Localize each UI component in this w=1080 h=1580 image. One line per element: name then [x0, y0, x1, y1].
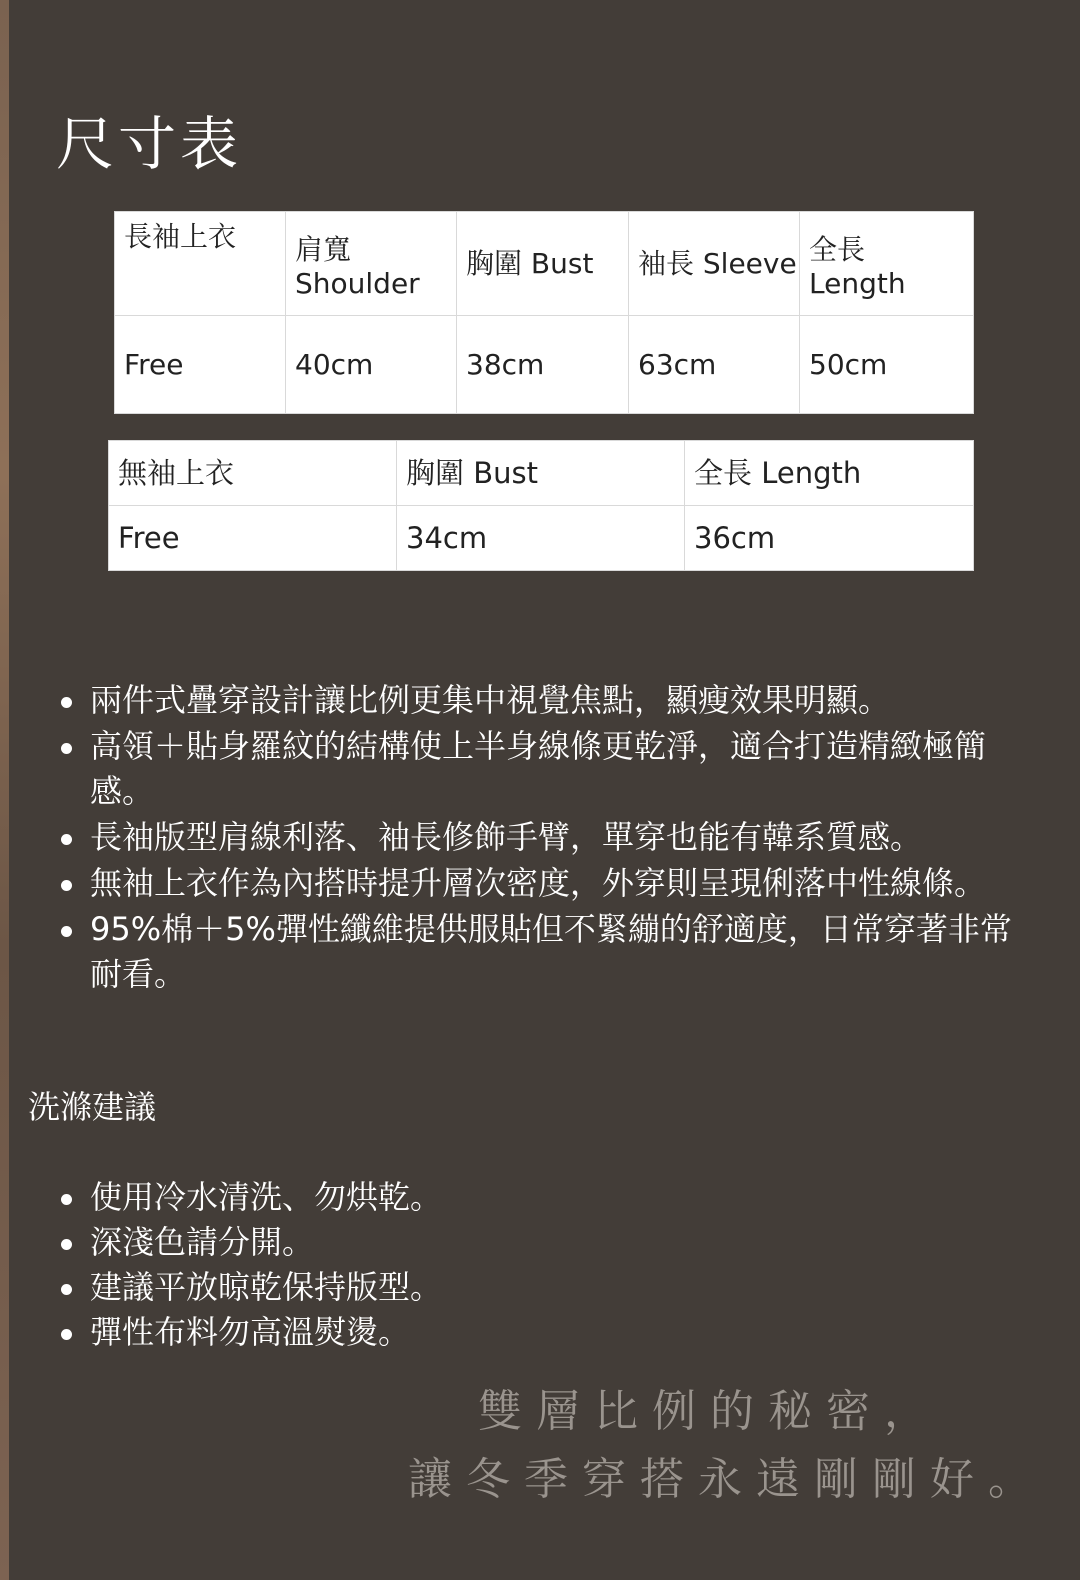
table-header-cell: 胸圍 Bust: [457, 212, 629, 316]
table-header-cell: 袖長 Sleeve: [629, 212, 800, 316]
table-cell: 34cm: [397, 506, 685, 571]
table-header-cell: 胸圍 Bust: [397, 441, 685, 506]
table-cell: 63cm: [629, 316, 800, 414]
page-title: 尺寸表: [56, 110, 243, 178]
table-header-cell: 長袖上衣: [115, 212, 286, 316]
table-row: [115, 316, 974, 414]
list-item: 深淺色請分開。: [58, 1220, 958, 1265]
list-item: 使用冷水清洗、勿烘乾。: [58, 1175, 958, 1220]
list-item: 長袖版型肩線利落、袖長修飾手臂，單穿也能有韓系質感。: [58, 815, 1043, 860]
list-item: 高領＋貼身羅紋的結構使上半身線條更乾淨，適合打造精緻極簡感。: [58, 724, 1043, 814]
list-item: 彈性布料勿高溫熨燙。: [58, 1310, 958, 1355]
table-cell: 36cm: [685, 506, 974, 571]
table-header-row: [109, 441, 974, 506]
care-section-title: 洗滌建議: [28, 1088, 157, 1126]
header-text-shoulder: 肩寬 Shoulder: [295, 232, 420, 300]
table-row: [109, 506, 974, 571]
list-item: 無袖上衣作為內搭時提升層次密度，外穿則呈現俐落中性線條。: [58, 861, 1043, 906]
header-text-length: 全長 Length: [809, 232, 906, 300]
table-header-cell: 無袖上衣: [109, 441, 397, 506]
list-item: 建議平放晾乾保持版型。: [58, 1265, 958, 1310]
table-header-cell: [800, 212, 974, 316]
left-edge-photo-strip: [0, 0, 9, 1580]
tagline-line-2: 讓冬季穿搭永遠剛剛好。: [408, 1454, 1046, 1505]
table-cell: 38cm: [457, 316, 629, 414]
table-cell: 40cm: [286, 316, 457, 414]
long-sleeve-size-table: [114, 211, 974, 414]
list-item: 兩件式疊穿設計讓比例更集中視覺焦點，顯瘦效果明顯。: [58, 678, 1043, 723]
feature-list: [58, 678, 1043, 998]
table-cell: Free: [109, 506, 397, 571]
table-header-cell: 全長 Length: [685, 441, 974, 506]
table-cell: 50cm: [800, 316, 974, 414]
list-item: 95%棉＋5%彈性纖維提供服貼但不緊繃的舒適度，日常穿著非常耐看。: [58, 907, 1043, 997]
table-cell: Free: [115, 316, 286, 414]
sleeveless-size-table: [108, 440, 974, 571]
tagline-line-1: 雙層比例的秘密，: [478, 1386, 942, 1437]
table-header-cell: [286, 212, 457, 316]
care-list: [58, 1175, 958, 1355]
table-header-row: [115, 212, 974, 316]
